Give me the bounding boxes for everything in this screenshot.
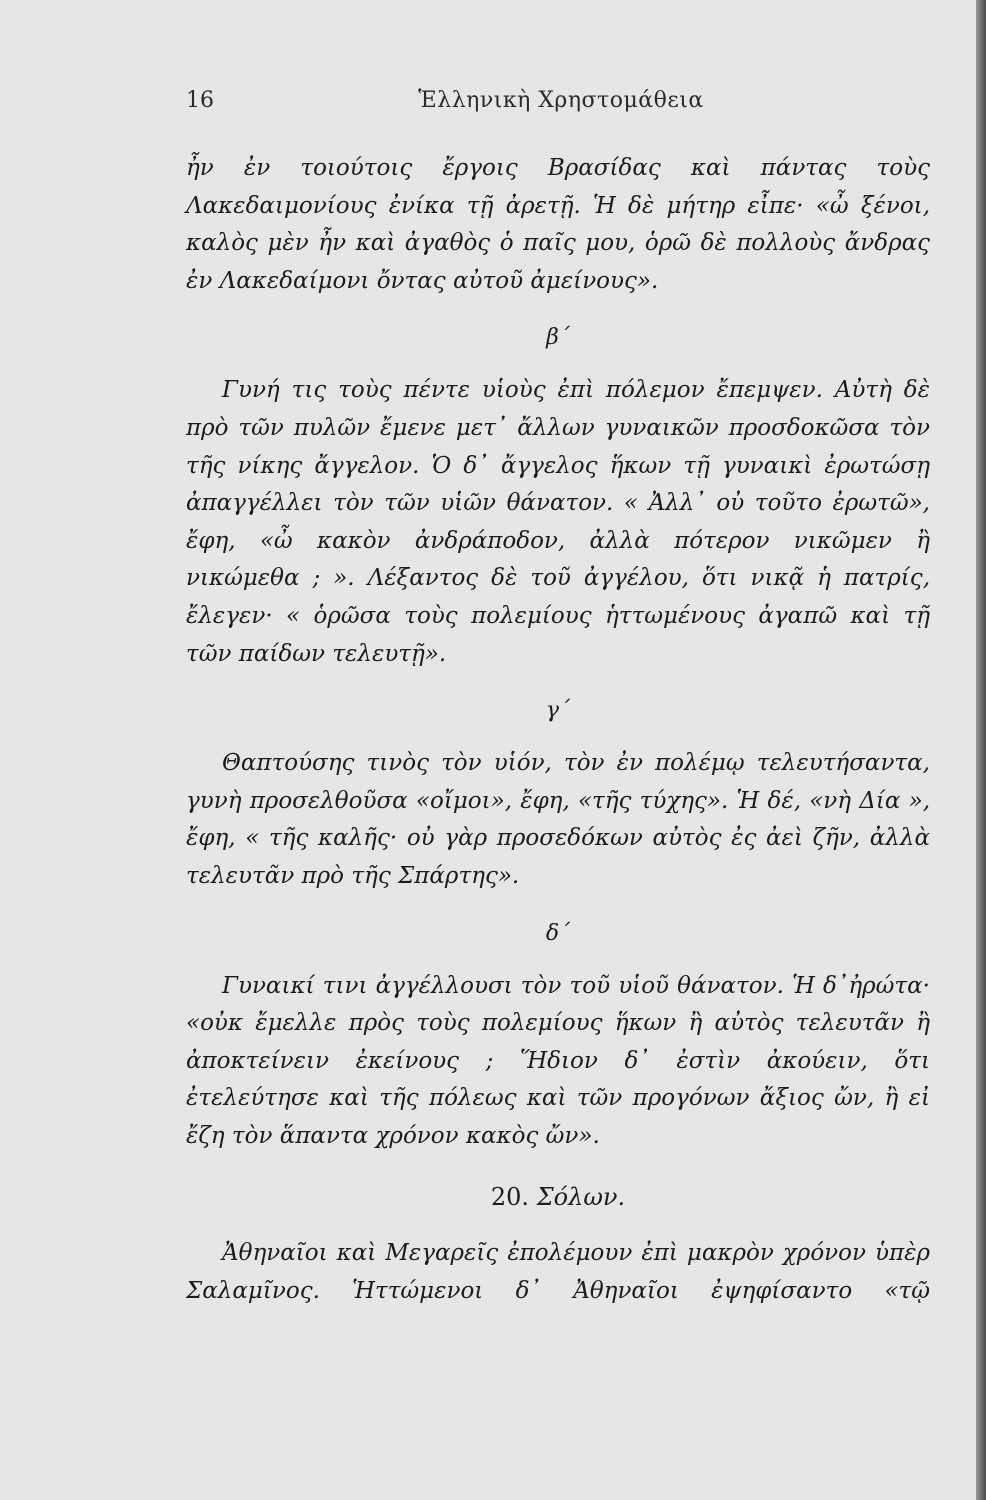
paragraph-4: Γυναικί τινι ἀγγέλλουσι τὸν τοῦ υἱοῦ θάνατον. Ἡ δ᾽ἠρώτα· «οὐκ ἔμελλε πρὸς τοὺς πολεμίους ἥκων ἢ αὐτὸς τελευτᾶν ἢ ἀποκτείνειν ἐκείνους ; Ἥδιον δ᾽ ἐστὶν ἀκούειν, ὅτι ἐτελεύτησε καὶ τῆς πόλεως καὶ τῶν προγόνων ἄξιος ὤν, ἢ εἰ ἔζη τὸν ἅπαντα χρόνον κακὸς ὤν». <box>186 972 930 1149</box>
paragraph-1: ἦν ἐν τοιούτοις ἔργοις Βρασίδας καὶ πάντας τοὺς Λακεδαιμονίους ἐνίκα τῇ ἀρετῇ. Ἡ δὲ μήτηρ εἶπε· «ὦ ξένοι, καλὸς μὲν ἦν καὶ ἀγαθὸς ὁ παῖς μου, ὁρῶ δὲ πολλοὺς ἄνδρας ἐν Λακεδαίμονι ὄντας αὐτοῦ ἀμείνους». <box>186 155 930 294</box>
section-mark-gamma: γ΄ <box>545 698 571 724</box>
paragraph-2: Γυνή τις τοὺς πέντε υἱοὺς ἐπὶ πόλεμον ἔπεμψεν. Αὐτὴ δὲ πρὸ τῶν πυλῶν ἔμενε μετ᾽ ἄλλων γυναικῶν προσδοκῶσα τὸν τῆς νίκης ἄγγελον. Ὁ δ᾽ ἄγγελος ἥκων τῇ γυναικὶ ἐρωτώσῃ ἀπαγγέλλει τὸν τῶν υἱῶν θάνατον. « Ἀλλ᾽ οὐ τοῦτο ἐρωτῶ», ἔφη, «ὦ κακὸν ἀνδράποδον, ἀλλὰ πότερον νικῶμεν ἢ νικώμεθα ; ». Λέξαντος δὲ τοῦ ἀγγέλου, ὅτι νικᾷ ἡ πατρίς, ἔλεγεν· « ὁρῶσα τοὺς πολεμίους ἡττωμένους ἀγαπῶ καὶ τῇ τῶν παίδων τελευτῇ». <box>186 377 930 667</box>
paragraph-5: Ἀθηναῖοι καὶ Μεγαρεῖς ἐπολέμουν ἐπὶ μακρὸν χρόνον ὑπὲρ Σαλαμῖνος. Ἡττώμενοι δ᾽ Ἀθηναῖοι ἐψηφίσαντο «τῷ <box>186 1240 930 1305</box>
section-number: 20. <box>490 1183 530 1212</box>
body-text <box>186 150 930 1311</box>
paragraph-3: Θαπτούσης τινὸς τὸν υἱόν, τὸν ἐν πολέμῳ τελευτήσαντα, γυνὴ προσελθοῦσα «οἴμοι», ἔφη, «τῆς τύχης». Ἡ δέ, «νὴ Δία », ἔφη, « τῆς καλῆς· οὐ γὰρ προσεδόκων αὐτὸς ἐς ἀεὶ ζῆν, ἀλλὰ τελευτᾶν πρὸ τῆς Σπάρτης». <box>186 750 930 889</box>
running-title: Ἑλληνικὴ Χρηστομάθεια <box>418 88 704 113</box>
section-mark-delta: δ΄ <box>545 920 571 946</box>
section-heading <box>186 1169 930 1225</box>
page-number: 16 <box>186 88 214 113</box>
section-title: Σόλων. <box>536 1183 626 1212</box>
page-edge-shadow <box>976 0 986 1500</box>
page-header <box>186 88 936 122</box>
section-mark-beta: β΄ <box>546 325 570 351</box>
